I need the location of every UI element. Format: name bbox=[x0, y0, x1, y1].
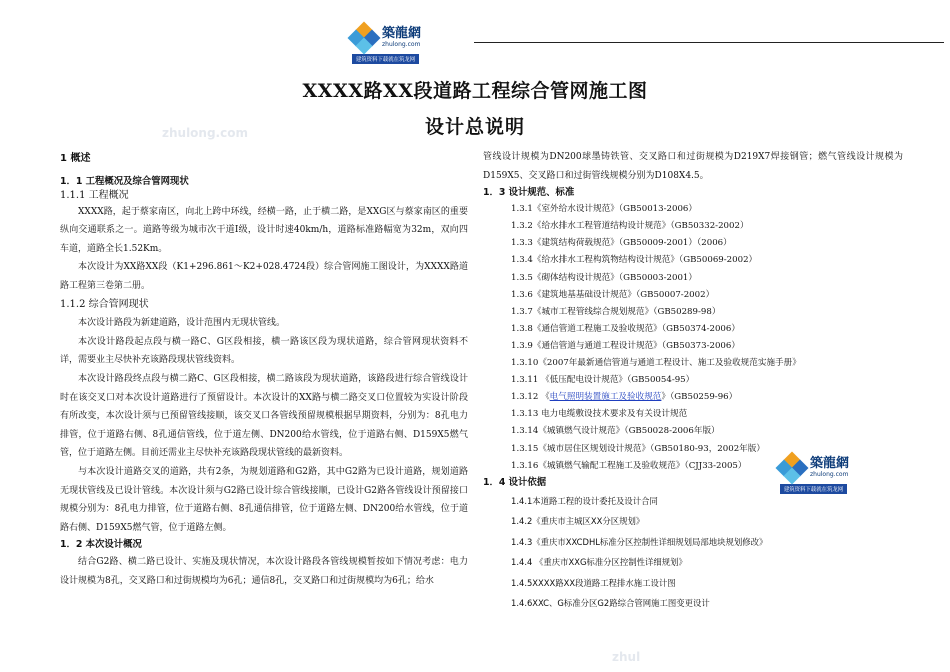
reference-item: 1.3.7《城市工程管线综合规划规范》（GB50289-98） bbox=[511, 306, 721, 317]
logo-domain: zhulong.com bbox=[382, 41, 421, 48]
logo-name: 築龍網 bbox=[382, 26, 422, 41]
header-rule bbox=[474, 42, 944, 43]
reference-item bbox=[483, 389, 903, 406]
logo-name: 築龍網 bbox=[810, 456, 850, 471]
section-heading: 1 概述 bbox=[60, 153, 91, 164]
section-heading: 1．1 工程概况及综合管网现状 bbox=[60, 175, 189, 187]
reference-item: 1.3.13 电力电缆敷设技术要求及有关设计规范 bbox=[511, 409, 688, 420]
basis-item: 1.4.3《重庆市XXCDHL标准分区控制性详细规划局部地块规划修改》 bbox=[511, 536, 768, 547]
paragraph: 管线设计规模为DN200球墨铸铁管、交叉路口和过街规模为D219X7焊接钢管；燃气管线设计规模为D159X5、交叉路口和过街管线规模分别为D108X4.5。 bbox=[483, 152, 903, 181]
section-heading: 1．3 设计规范、标准 bbox=[483, 187, 575, 199]
paragraph: 本次设计为XX路XX段（K1+296.861～K2+028.4724段）综合管网施工图设计，为XXXX路道路工程第三卷第二册。 bbox=[60, 262, 468, 291]
reference-item: 1.3.6《建筑地基基础设计规范》（GB50007-2002） bbox=[511, 289, 715, 300]
reference-item: 1.3.3《建筑结构荷载规范》（GB50009-2001）（2006） bbox=[511, 238, 732, 249]
section-heading: 1．2 本次设计概况 bbox=[60, 539, 142, 551]
reference-item: 1.3.11 《低压配电设计规范》（GB50054-95） bbox=[511, 375, 695, 386]
reference-item: 1.3.2《给水排水工程管道结构设计规范》（GB50332-2002） bbox=[511, 221, 749, 232]
basis-item: 1.4.5XXXX路XX段道路工程排水施工设计图 bbox=[511, 577, 676, 588]
logo-mark-icon bbox=[778, 454, 806, 482]
basis-item: 1.4.6XXC、G标准分区G2路综合管网施工图变更设计 bbox=[511, 598, 710, 609]
paragraph: XXXX路，起于蔡家南区，向北上跨中环线，经横一路，止于横二路，是XXG区与蔡家南区的重要纵向交通联系之一。道路等级为城市次干道Ⅰ级，设计时速40km/h，道路标准路幅宽为32m，双向四车道，道路全长1.52Km。 bbox=[60, 206, 468, 254]
reference-prefix: 1.3.12 《 bbox=[511, 392, 550, 403]
section-heading: 1.1.2 综合管网现状 bbox=[60, 298, 149, 310]
reference-item: 1.3.4《给水排水工程构筑物结构设计规范》（GB50069-2002） bbox=[511, 255, 758, 266]
logo-domain: zhulong.com bbox=[810, 471, 849, 478]
paragraph: 本次设计路段为新建道路，设计范围内无现状管线。 bbox=[78, 318, 286, 329]
document-subtitle: 设计总说明 bbox=[424, 116, 525, 138]
zhulong-logo bbox=[350, 24, 421, 64]
watermark-text: zhul bbox=[612, 650, 641, 664]
reference-link[interactable]: 电气照明装置施工及验收规范 bbox=[549, 392, 662, 403]
section-heading: 1．4 设计依据 bbox=[483, 476, 547, 488]
paragraph: 本次设计路段起点段与横一路C、G区段相接，横一路该区段为现状道路，综合管网现状资料不详，需要业主尽快补充该路段现状管线资料。 bbox=[60, 336, 468, 366]
reference-suffix: 》（GB50259-96） bbox=[661, 392, 738, 403]
logo-banner: 建筑资料下载就在筑龙网 bbox=[352, 54, 419, 64]
watermark-text: zhulong.com bbox=[162, 126, 248, 140]
paragraph: 结合G2路、横二路已设计、实施及现状情况，本次设计路段各管线规模暂按如下情况考虑：电力设计规模为8孔，交叉路口和过街规模均为6孔；通信8孔，交叉路口和过街规模均为6孔；给水 bbox=[60, 557, 468, 586]
document-title: XXXX路XX段道路工程综合管网施工图 bbox=[302, 80, 648, 102]
logo-banner: 建筑资料下载就在筑龙网 bbox=[780, 484, 847, 494]
reference-item: 1.3.5《砌体结构设计规范》（GB50003-2001） bbox=[511, 272, 697, 283]
right-column bbox=[483, 148, 903, 614]
reference-item: 1.3.16《城镇燃气输配工程施工及验收规范》（CJJ33-2005） bbox=[511, 460, 747, 471]
basis-item: 1.4.4 《重庆市XXG标准分区控制性详细规划》 bbox=[511, 557, 687, 568]
paragraph: 本次设计路段终点段与横二路C、G区段相接，横二路该段为现状道路，该路段进行综合管线设计时在该交叉口对本次设计道路进行了预留设计。本次设计的XX路与横二路交叉口位置较为实设计阶段有所改变，本次设计须与已预留管线接顺，该交叉口各管线预留规模根据早期资料，分别为：8孔电力排管，位于道路右侧、8孔通信管线，位于道左侧、DN200给水管线，位于道路右侧、D159X5燃气管，位于道路左侧。目前还需业主尽快补充该路段现状管线的最新资料。 bbox=[60, 373, 468, 459]
reference-item: 1.3.1《室外给水设计规范》（GB50013-2006） bbox=[511, 204, 697, 215]
zhulong-logo bbox=[778, 454, 849, 494]
basis-item: 1.4.1本道路工程的设计委托及设计合同 bbox=[511, 495, 658, 506]
reference-item: 1.3.8《通信管道工程施工及验收规范》（GB50374-2006） bbox=[511, 323, 740, 334]
paragraph: 与本次设计道路交叉的道路，共有2条，为规划道路和G2路，其中G2路为已设计道路，规划道路无现状管线及已设计管线。本次设计须与G2路已设计综合管线接顺，已设计G2路各管线设计预留接口规模分别为：8孔电力排管，位于道路右侧、8孔通信排管，位于道路左侧、DN200给水管线，位于道路右侧、D159X5燃气管，位于道路左侧。 bbox=[60, 466, 468, 533]
basis-item: 1.4.2《重庆市主城区XX分区规划》 bbox=[511, 516, 645, 527]
reference-item: 1.3.14《城镇燃气设计规范》（GB50028-2006年版） bbox=[511, 426, 720, 437]
reference-item: 1.3.9《通信管道与通道工程设计规范》（GB50373-2006） bbox=[511, 340, 740, 351]
reference-item: 1.3.15《城市居住区规划设计规范》（GB50180-93，2002年版） bbox=[511, 443, 765, 454]
section-heading: 1.1.1 工程概况 bbox=[60, 189, 129, 201]
logo-mark-icon bbox=[350, 24, 378, 52]
reference-item: 1.3.10《2007年最新通信管道与通道工程设计、施工及验收规范实施手册》 bbox=[511, 358, 801, 369]
left-column bbox=[60, 150, 468, 590]
